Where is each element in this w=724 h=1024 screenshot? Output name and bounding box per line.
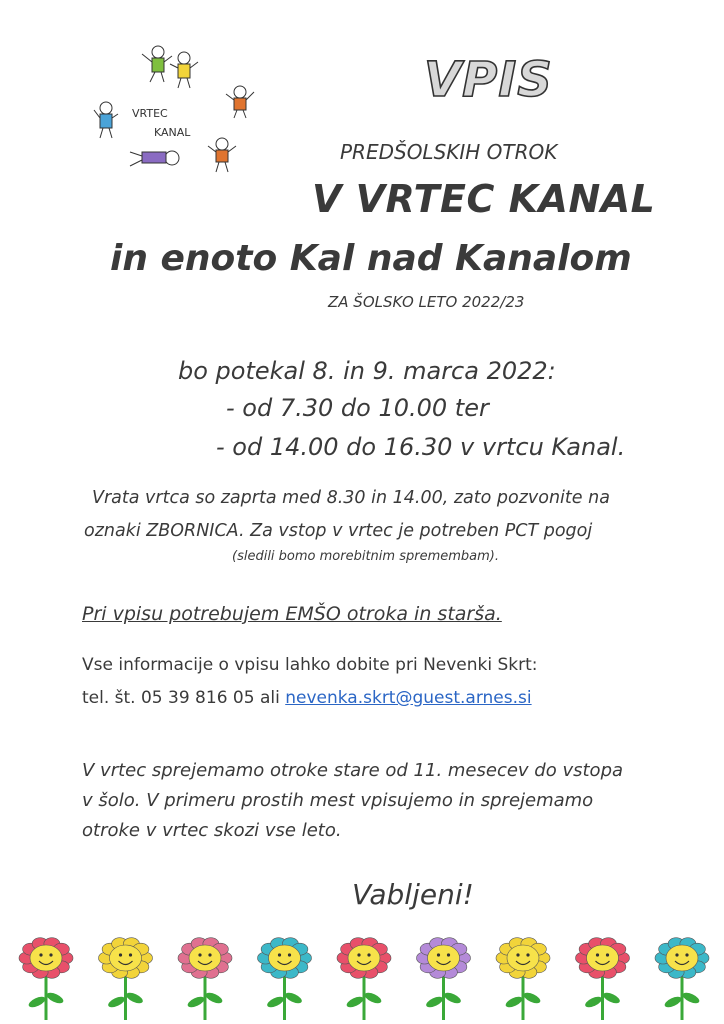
unit-name: in enoto Kal nad Kanalom (110, 238, 632, 279)
smiling-flower-icon (655, 938, 709, 1020)
logo-text-kanal: KANAL (154, 126, 191, 139)
door-notice-line: oznaki ZBORNICA. Za vstop v vrtec je potreben PCT pogoj (84, 521, 593, 541)
smiling-flower-icon (258, 938, 312, 1020)
smiling-flower-icon (576, 938, 630, 1020)
email-link[interactable]: nevenka.skrt@guest.arnes.si (285, 688, 532, 708)
school-year: ZA ŠOLSKO LETO 2022/23 (328, 293, 525, 311)
logo-text-vrtec: VRTEC (132, 107, 168, 120)
contact-info: Vse informacije o vpisu lahko dobite pri Nevenki Skrt: (82, 655, 538, 675)
enrollment-dates: bo potekal 8. in 9. marca 2022: (178, 357, 556, 385)
children-figures-icon (90, 40, 265, 185)
kindergarten-name: V VRTEC KANAL (312, 177, 656, 221)
subtitle: PREDŠOLSKIH OTROK (340, 140, 558, 164)
smiling-flower-icon (99, 938, 153, 1020)
smiling-flower-icon (178, 938, 232, 1020)
time-slot-afternoon: - od 14.00 do 16.30 v vrtcu Kanal. (216, 433, 626, 461)
emso-notice: Pri vpisu potrebujem EMŠO otroka in starša. (82, 603, 502, 625)
kindergarten-logo (90, 40, 265, 185)
smiling-flower-icon (417, 938, 471, 1020)
age-info-line: V vrtec sprejemamo otroke stare od 11. mesecev do vstopa (82, 760, 624, 781)
age-info-line: v šolo. V primeru prostih mest vpisujemo in sprejemamo (82, 790, 594, 811)
smiling-flower-icon (19, 938, 73, 1020)
age-info-line: otroke v vrtec skozi vse leto. (82, 820, 342, 841)
door-notice-line: Vrata vrtca so zaprta med 8.30 in 14.00, zato pozvonite na (92, 488, 610, 508)
door-notice-note: (sledili bomo morebitnim spremembam). (232, 549, 499, 564)
smiling-flower-icon (337, 938, 391, 1020)
flower-border (0, 930, 724, 1024)
closing-invitation: Vabljeni! (352, 878, 474, 911)
phone-text: tel. št. 05 39 816 05 ali (82, 688, 286, 708)
smiling-flower-icon (496, 938, 550, 1020)
time-slot-morning: - od 7.30 do 10.00 ter (226, 394, 489, 422)
contact-phone-line (82, 688, 532, 708)
page-title: VPIS (424, 52, 553, 108)
